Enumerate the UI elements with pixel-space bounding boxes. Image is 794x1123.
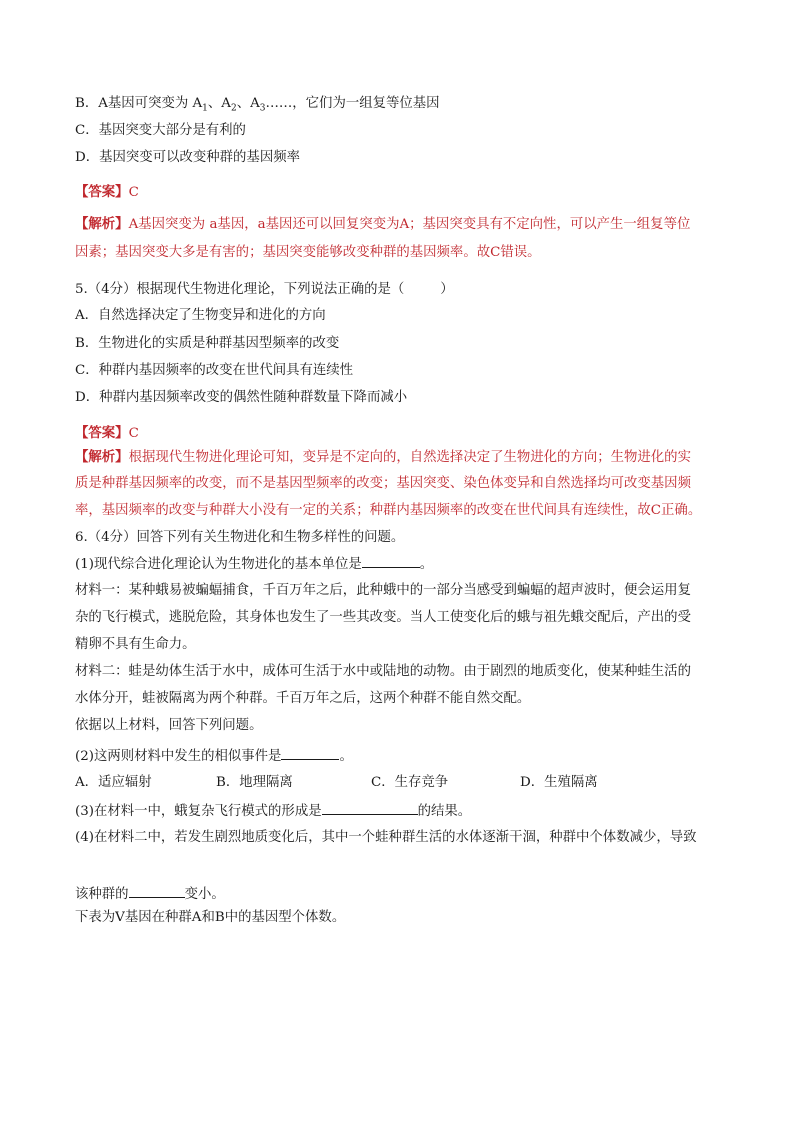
choice-b: B．地理隔离 [216,775,293,790]
q6-material2-line2: 水体分开，蛙被隔离为两个种群。千百万年之后，这两个种群不能自然交配。 [75,691,531,706]
q5-option-d: D．种群内基因频率改变的偶然性随种群数量下降而减小 [75,390,408,405]
q5-analysis-line3: 率，基因频率的改变与种群大小没有一定的关系；种群内基因频率的改变在世代间具有连续性，故C正确。 [75,503,702,518]
q6-material1-line1: 材料一：某种蛾易被蝙蝠捕食，千百万年之后，此种蛾中的一部分当感受到蝙蝠的超声波时，便会运用复 [75,583,691,598]
q5-analysis-line1: 【解析】根据现代生物进化理论可知，变异是不定向的，自然选择决定了生物进化的方向；生物进化的实 [75,449,691,465]
answer-label: 【答案】 [75,425,129,441]
q6-table-intro: 下表为Ⅴ基因在种群A和B中的基因型个体数。 [75,910,346,925]
q5-stem: 5.（4分）根据现代生物进化理论，下列说法正确的是（ ） [75,282,454,297]
q4-answer [75,182,734,203]
q6-follow: 依据以上材料，回答下列问题。 [75,718,263,733]
choice-c: C．生存竞争 [371,775,449,790]
q4-analysis-line1: 【解析】A基因突变为 a基因，a基因还可以回复突变为A；基因突变具有不定向性，可以产生一组复等位 [75,216,691,232]
q6-material2-line1: 材料二：蛙是幼体生活于水中，成体可生活于水中或陆地的动物。由于剧烈的地质变化，使某种蛙生活的 [75,664,691,679]
answer-blank[interactable] [129,883,185,898]
q5-option-b: B．生物进化的实质是种群基因型频率的改变 [75,336,340,351]
q4-analysis-line2: 因素；基因突变大多是有害的；基因突变能够改变种群的基因频率。故C错误。 [75,245,541,260]
q6-sub3: (3)在材料一中，蛾复杂飞行模式的形成是 的结果。 [75,800,734,822]
q5-analysis-line2: 质是种群基因频率的改变，而不是基因型频率的改变；基因突变、染色体变异和自然选择均可改变基因频 [75,476,691,491]
q5-option-c: C．种群内基因频率的改变在世代间具有连续性 [75,363,354,378]
analysis-label: 【解析】 [75,449,129,465]
q6-sub4-line2: 该种群的 变小。 [75,883,734,905]
answer-value: C [128,426,139,441]
q4-option-c: C．基因突变大部分是有利的 [75,123,246,138]
q6-material1-line3: 精卵不具有生命力。 [75,637,196,652]
q6-stem: 6.（4分）回答下列有关生物进化和生物多样性的问题。 [75,530,405,545]
answer-blank[interactable] [322,800,418,815]
q6-sub4-line1: (4)在材料二中，若发生剧烈地质变化后，其中一个蛙种群生活的水体逐渐干涸，种群中个体数减少，导致 [75,830,697,845]
q6-material1-line2: 杂的飞行模式，逃脱危险，其身体也发生了一些其改变。当人工使变化后的蛾与祖先蛾交配后，产出的受 [75,610,691,625]
choice-d: D．生殖隔离 [520,775,598,790]
answer-label: 【答案】 [75,184,129,200]
q6-sub1: (1)现代综合进化理论认为生物进化的基本单位是 。 [75,553,734,575]
q4-option-b: B．A基因可突变为 $A_1$、$A_2$、$A_3\dots\dots$，它们为一组复等位基因 [75,96,440,114]
q4-option-d: D．基因突变可以改变种群的基因频率 [75,150,300,165]
answer-value: C [128,185,139,200]
answer-blank[interactable] [362,553,420,568]
q5-option-a: A．自然选择决定了生物变异和进化的方向 [75,308,326,323]
choice-a: A．适应辐射 [75,775,152,790]
analysis-label: 【解析】 [75,216,129,232]
q6-sub2: (2)这两则材料中发生的相似事件是 。 [75,745,734,767]
answer-blank[interactable] [281,745,339,760]
q5-answer [75,423,734,444]
